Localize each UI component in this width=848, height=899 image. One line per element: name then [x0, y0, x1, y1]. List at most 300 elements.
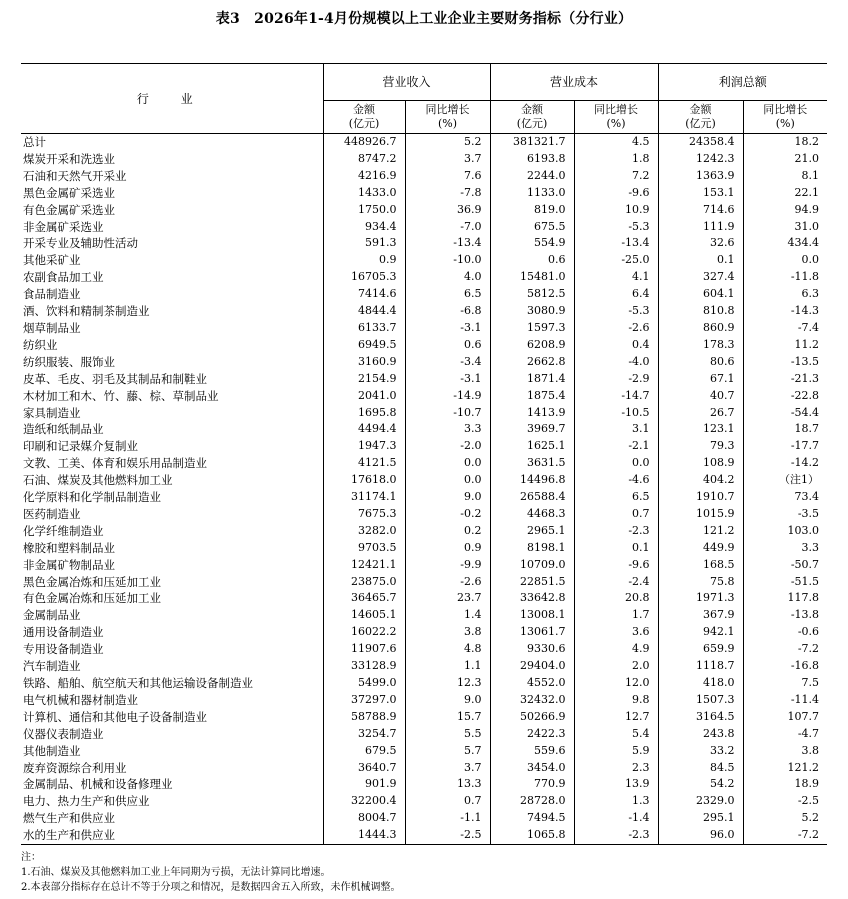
cost-growth-cell: -2.4: [574, 574, 658, 591]
industry-name-cell: 煤炭开采和洗选业: [23, 151, 115, 166]
revenue-amount-cell: 33128.9: [323, 658, 405, 675]
cost-amount-cell: 6193.8: [490, 151, 574, 168]
revenue-amount-cell: 8747.2: [323, 151, 405, 168]
revenue-growth-cell: 5.2: [405, 134, 490, 151]
cost-amount-cell: 3080.9: [490, 303, 574, 320]
cost-amount-cell: 0.6: [490, 252, 574, 269]
profit-growth-cell: 0.0: [743, 252, 827, 269]
profit-amount-cell: 2329.0: [658, 793, 743, 810]
revenue-growth-cell: -10.7: [405, 405, 490, 422]
profit-growth-cell: 8.1: [743, 168, 827, 185]
profit-amount-cell: 40.7: [658, 388, 743, 405]
profit-amount-cell: 0.1: [658, 252, 743, 269]
revenue-growth-cell: 0.2: [405, 523, 490, 540]
table-row: [21, 557, 827, 574]
profit-amount-cell: 418.0: [658, 675, 743, 692]
cost-growth-cell: 3.1: [574, 421, 658, 438]
profit-amount-cell: 367.9: [658, 607, 743, 624]
cost-amount-cell: 1065.8: [490, 827, 574, 844]
table-notes: [21, 850, 401, 895]
cost-growth-cell: 10.9: [574, 202, 658, 219]
profit-growth-cell: -7.2: [743, 827, 827, 844]
revenue-growth-cell: -2.0: [405, 438, 490, 455]
profit-amount-cell: 178.3: [658, 337, 743, 354]
profit-amount-cell: 96.0: [658, 827, 743, 844]
revenue-growth-cell: 5.7: [405, 743, 490, 760]
revenue-growth-cell: 9.0: [405, 692, 490, 709]
profit-growth-cell: 94.9: [743, 202, 827, 219]
table-row: [21, 726, 827, 743]
industry-name-cell: 纺织服装、服饰业: [23, 354, 115, 369]
revenue-amount-cell: 36465.7: [323, 590, 405, 607]
cost-growth-cell: 0.7: [574, 506, 658, 523]
revenue-amount-cell: 4216.9: [323, 168, 405, 185]
revenue-growth-cell: 0.9: [405, 540, 490, 557]
profit-growth-cell: 6.3: [743, 286, 827, 303]
profit-growth-cell: -14.2: [743, 455, 827, 472]
industry-name-cell: 铁路、船舶、航空航天和其他运输设备制造业: [23, 676, 253, 690]
industry-name-cell: 食品制造业: [23, 287, 81, 302]
revenue-amount-cell: 16705.3: [323, 269, 405, 286]
industry-name-cell: 非金属矿采选业: [23, 219, 104, 234]
cost-amount-cell: 28728.0: [490, 793, 574, 810]
industry-name-cell: 造纸和纸制品业: [23, 422, 104, 437]
revenue-amount-header: 金额 (亿元): [323, 101, 405, 134]
revenue-amount-cell: 1695.8: [323, 405, 405, 422]
profit-amount-cell: 1910.7: [658, 489, 743, 506]
profit-amount-cell: 449.9: [658, 540, 743, 557]
revenue-amount-cell: 17618.0: [323, 472, 405, 489]
cost-amount-cell: 4552.0: [490, 675, 574, 692]
revenue-growth-cell: -13.4: [405, 235, 490, 252]
profit-group-header: 利润总额: [658, 64, 827, 101]
profit-amount-cell: 1971.3: [658, 590, 743, 607]
cost-amount-cell: 381321.7: [490, 134, 574, 151]
table-row: [21, 743, 827, 760]
cost-growth-cell: -1.4: [574, 810, 658, 827]
revenue-amount-cell: 7414.6: [323, 286, 405, 303]
profit-amount-cell: 33.2: [658, 743, 743, 760]
table-row: [21, 219, 827, 236]
cost-amount-cell: 6208.9: [490, 337, 574, 354]
table-row: [21, 810, 827, 827]
revenue-amount-cell: 3282.0: [323, 523, 405, 540]
profit-growth-cell: -50.7: [743, 557, 827, 574]
profit-amount-cell: 404.2: [658, 472, 743, 489]
revenue-amount-cell: 1433.0: [323, 185, 405, 202]
revenue-growth-cell: 1.4: [405, 607, 490, 624]
profit-amount-cell: 26.7: [658, 405, 743, 422]
industry-name-cell: 石油、煤炭及其他燃料加工业: [23, 473, 173, 488]
profit-growth-header: 同比增长 (%): [743, 101, 827, 134]
profit-growth-cell: 117.8: [743, 590, 827, 607]
industry-name-cell: 家具制造业: [23, 405, 81, 420]
cost-growth-cell: -2.3: [574, 827, 658, 844]
revenue-growth-cell: 3.7: [405, 151, 490, 168]
profit-growth-cell: -0.6: [743, 624, 827, 641]
cost-growth-cell: -9.6: [574, 557, 658, 574]
revenue-growth-cell: 36.9: [405, 202, 490, 219]
profit-amount-cell: 1242.3: [658, 151, 743, 168]
cost-amount-cell: 29404.0: [490, 658, 574, 675]
industry-name-cell: 纺织业: [23, 337, 58, 352]
revenue-amount-cell: 901.9: [323, 776, 405, 793]
table-row: [21, 641, 827, 658]
industry-name-cell: 其他制造业: [23, 743, 81, 758]
cost-growth-cell: 1.3: [574, 793, 658, 810]
cost-amount-cell: 13008.1: [490, 607, 574, 624]
cost-growth-cell: 7.2: [574, 168, 658, 185]
cost-amount-header: 金额 (亿元): [490, 101, 574, 134]
profit-amount-cell: 108.9: [658, 455, 743, 472]
table-row: [21, 658, 827, 675]
table-row: [21, 235, 827, 252]
industry-name-cell: 橡胶和塑料制品业: [23, 540, 115, 555]
cost-growth-cell: -2.1: [574, 438, 658, 455]
table-row: [21, 421, 827, 438]
revenue-amount-cell: 37297.0: [323, 692, 405, 709]
revenue-amount-cell: 3160.9: [323, 354, 405, 371]
cost-amount-cell: 1133.0: [490, 185, 574, 202]
profit-growth-cell: -17.7: [743, 438, 827, 455]
industry-name-cell: 计算机、通信和其他电子设备制造业: [23, 709, 207, 724]
cost-growth-cell: 4.9: [574, 641, 658, 658]
cost-growth-cell: 6.5: [574, 489, 658, 506]
table-row: [21, 472, 827, 489]
profit-growth-cell: 107.7: [743, 709, 827, 726]
revenue-growth-cell: -3.1: [405, 371, 490, 388]
profit-amount-cell: 295.1: [658, 810, 743, 827]
industry-name-cell: 金属制品业: [23, 608, 81, 623]
cost-growth-cell: -14.7: [574, 388, 658, 405]
industry-name-cell: 有色金属冶炼和压延加工业: [23, 591, 161, 606]
revenue-amount-cell: 5499.0: [323, 675, 405, 692]
profit-growth-cell: -14.3: [743, 303, 827, 320]
profit-growth-cell: （注1）: [743, 472, 827, 489]
table-row: [21, 540, 827, 557]
industry-name-cell: 医药制造业: [23, 506, 81, 521]
revenue-growth-header: 同比增长 (%): [405, 101, 490, 134]
profit-growth-cell: -2.5: [743, 793, 827, 810]
table-title: 表3 2026年1-4月份规模以上工业企业主要财务指标（分行业）: [215, 11, 633, 27]
revenue-growth-cell: 3.3: [405, 421, 490, 438]
cost-amount-cell: 3631.5: [490, 455, 574, 472]
profit-amount-header: 金额 (亿元): [658, 101, 743, 134]
cost-amount-cell: 559.6: [490, 743, 574, 760]
industry-name-cell: 电气机械和器材制造业: [23, 692, 138, 707]
cost-growth-cell: 5.9: [574, 743, 658, 760]
cost-amount-cell: 13061.7: [490, 624, 574, 641]
cost-growth-cell: 9.8: [574, 692, 658, 709]
table-row: [21, 286, 827, 303]
profit-growth-cell: 31.0: [743, 219, 827, 236]
revenue-amount-cell: 1947.3: [323, 438, 405, 455]
revenue-growth-cell: 4.0: [405, 269, 490, 286]
cost-growth-cell: 2.3: [574, 760, 658, 777]
profit-amount-cell: 810.8: [658, 303, 743, 320]
cost-amount-cell: 14496.8: [490, 472, 574, 489]
profit-growth-cell: 18.2: [743, 134, 827, 151]
cost-growth-cell: 0.0: [574, 455, 658, 472]
industry-name-cell: 非金属矿物制品业: [23, 557, 115, 572]
profit-growth-cell: 434.4: [743, 235, 827, 252]
table-row: [21, 337, 827, 354]
industry-name-cell: 木材加工和木、竹、藤、棕、草制品业: [23, 388, 219, 403]
profit-amount-cell: 1507.3: [658, 692, 743, 709]
cost-amount-cell: 1871.4: [490, 371, 574, 388]
revenue-amount-cell: 591.3: [323, 235, 405, 252]
revenue-amount-cell: 9703.5: [323, 540, 405, 557]
profit-growth-cell: 5.2: [743, 810, 827, 827]
revenue-amount-cell: 6133.7: [323, 320, 405, 337]
profit-amount-cell: 168.5: [658, 557, 743, 574]
cost-growth-cell: -5.3: [574, 303, 658, 320]
table-row: [21, 185, 827, 202]
revenue-amount-cell: 4494.4: [323, 421, 405, 438]
revenue-amount-cell: 3640.7: [323, 760, 405, 777]
financial-indicators-table: [21, 63, 827, 845]
cost-amount-cell: 50266.9: [490, 709, 574, 726]
cost-amount-cell: 8198.1: [490, 540, 574, 557]
table-row: [21, 134, 827, 151]
profit-growth-cell: 18.7: [743, 421, 827, 438]
table-row: [21, 371, 827, 388]
cost-growth-cell: 13.9: [574, 776, 658, 793]
cost-amount-cell: 4468.3: [490, 506, 574, 523]
industry-name-cell: 金属制品、机械和设备修理业: [23, 777, 173, 792]
profit-amount-cell: 942.1: [658, 624, 743, 641]
revenue-amount-cell: 32200.4: [323, 793, 405, 810]
profit-growth-cell: 21.0: [743, 151, 827, 168]
profit-growth-cell: -7.2: [743, 641, 827, 658]
industry-name-cell: 开采专业及辅助性活动: [23, 236, 138, 251]
table-row: [21, 506, 827, 523]
revenue-growth-cell: -3.1: [405, 320, 490, 337]
table-row: [21, 405, 827, 422]
industry-name-cell: 黑色金属冶炼和压延加工业: [23, 574, 161, 589]
revenue-growth-cell: 1.1: [405, 658, 490, 675]
revenue-growth-cell: -2.5: [405, 827, 490, 844]
cost-amount-cell: 3454.0: [490, 760, 574, 777]
cost-growth-cell: -13.4: [574, 235, 658, 252]
revenue-amount-cell: 934.4: [323, 219, 405, 236]
revenue-growth-cell: 12.3: [405, 675, 490, 692]
cost-amount-cell: 32432.0: [490, 692, 574, 709]
cost-amount-cell: 15481.0: [490, 269, 574, 286]
industry-name-cell: 农副食品加工业: [23, 270, 104, 285]
profit-amount-cell: 123.1: [658, 421, 743, 438]
revenue-growth-cell: 4.8: [405, 641, 490, 658]
table-row: [21, 692, 827, 709]
profit-growth-cell: -54.4: [743, 405, 827, 422]
profit-growth-cell: -11.8: [743, 269, 827, 286]
table-row: [21, 675, 827, 692]
cost-amount-cell: 7494.5: [490, 810, 574, 827]
cost-growth-cell: -10.5: [574, 405, 658, 422]
profit-amount-cell: 860.9: [658, 320, 743, 337]
revenue-amount-cell: 448926.7: [323, 134, 405, 151]
table-row: [21, 760, 827, 777]
profit-growth-cell: -16.8: [743, 658, 827, 675]
revenue-amount-cell: 4844.4: [323, 303, 405, 320]
cost-growth-cell: 0.4: [574, 337, 658, 354]
cost-growth-cell: 3.6: [574, 624, 658, 641]
revenue-amount-cell: 6949.5: [323, 337, 405, 354]
cost-growth-cell: -4.0: [574, 354, 658, 371]
industry-name-cell: 仪器仪表制造业: [23, 726, 104, 741]
industry-name-cell: 其他采矿业: [23, 253, 81, 268]
revenue-growth-cell: 3.8: [405, 624, 490, 641]
notes-heading: 注：: [21, 852, 41, 863]
revenue-amount-cell: 12421.1: [323, 557, 405, 574]
revenue-amount-cell: 58788.9: [323, 709, 405, 726]
cost-growth-cell: -2.6: [574, 320, 658, 337]
table-row: [21, 438, 827, 455]
table-row: [21, 523, 827, 540]
table-row: [21, 252, 827, 269]
profit-growth-cell: 22.1: [743, 185, 827, 202]
cost-amount-cell: 2662.8: [490, 354, 574, 371]
industry-name-cell: 酒、饮料和精制茶制造业: [23, 304, 150, 319]
table-row: [21, 320, 827, 337]
cost-growth-cell: 12.0: [574, 675, 658, 692]
profit-growth-cell: 73.4: [743, 489, 827, 506]
revenue-growth-cell: -2.6: [405, 574, 490, 591]
table-row: [21, 388, 827, 405]
cost-growth-cell: 20.8: [574, 590, 658, 607]
industry-name-cell: 黑色金属矿采选业: [23, 185, 115, 200]
profit-growth-cell: 11.2: [743, 337, 827, 354]
industry-name-cell: 专用设备制造业: [23, 642, 104, 657]
profit-growth-cell: 103.0: [743, 523, 827, 540]
industry-name-cell: 化学原料和化学制品制造业: [23, 490, 161, 505]
revenue-amount-cell: 11907.6: [323, 641, 405, 658]
industry-name-cell: 废弃资源综合利用业: [23, 760, 127, 775]
revenue-growth-cell: -10.0: [405, 252, 490, 269]
profit-growth-cell: -3.5: [743, 506, 827, 523]
revenue-amount-cell: 1750.0: [323, 202, 405, 219]
cost-growth-cell: -5.3: [574, 219, 658, 236]
revenue-amount-cell: 4121.5: [323, 455, 405, 472]
revenue-growth-cell: -0.2: [405, 506, 490, 523]
revenue-amount-cell: 3254.7: [323, 726, 405, 743]
profit-amount-cell: 111.9: [658, 219, 743, 236]
revenue-amount-cell: 2041.0: [323, 388, 405, 405]
profit-amount-cell: 659.9: [658, 641, 743, 658]
revenue-growth-cell: 5.5: [405, 726, 490, 743]
cost-amount-cell: 26588.4: [490, 489, 574, 506]
revenue-growth-cell: 0.7: [405, 793, 490, 810]
note-1: 1.石油、煤炭及其他燃料加工业上年同期为亏损，无法计算同比增速。: [21, 867, 331, 878]
revenue-amount-cell: 7675.3: [323, 506, 405, 523]
industry-name-cell: 电力、热力生产和供应业: [23, 794, 150, 809]
revenue-growth-cell: 3.7: [405, 760, 490, 777]
profit-amount-cell: 1363.9: [658, 168, 743, 185]
revenue-amount-cell: 679.5: [323, 743, 405, 760]
cost-amount-cell: 2422.3: [490, 726, 574, 743]
revenue-amount-cell: 14605.1: [323, 607, 405, 624]
table-row: [21, 776, 827, 793]
cost-growth-cell: 0.1: [574, 540, 658, 557]
table-row: [21, 455, 827, 472]
industry-name-cell: 印刷和记录媒介复制业: [23, 439, 138, 454]
note-2: 2.本表部分指标存在总计不等于分项之和情况，是数据四舍五入所致，未作机械调整。: [21, 882, 401, 893]
cost-amount-cell: 10709.0: [490, 557, 574, 574]
profit-growth-cell: -13.8: [743, 607, 827, 624]
revenue-growth-cell: -14.9: [405, 388, 490, 405]
cost-growth-cell: -25.0: [574, 252, 658, 269]
profit-amount-cell: 604.1: [658, 286, 743, 303]
industry-header: 行 业: [21, 64, 323, 134]
cost-growth-cell: 5.4: [574, 726, 658, 743]
revenue-growth-cell: -1.1: [405, 810, 490, 827]
table-row: [21, 574, 827, 591]
profit-amount-cell: 67.1: [658, 371, 743, 388]
table-row: [21, 168, 827, 185]
cost-growth-cell: 4.1: [574, 269, 658, 286]
revenue-group-header: 营业收入: [323, 64, 490, 101]
profit-amount-cell: 32.6: [658, 235, 743, 252]
table-row: [21, 354, 827, 371]
table-row: [21, 303, 827, 320]
profit-amount-cell: 75.8: [658, 574, 743, 591]
industry-name-cell: 燃气生产和供应业: [23, 811, 115, 826]
cost-growth-cell: -9.6: [574, 185, 658, 202]
profit-growth-cell: 121.2: [743, 760, 827, 777]
revenue-growth-cell: 0.6: [405, 337, 490, 354]
revenue-amount-cell: 16022.2: [323, 624, 405, 641]
profit-growth-cell: -22.8: [743, 388, 827, 405]
table-row: [21, 793, 827, 810]
profit-amount-cell: 80.6: [658, 354, 743, 371]
cost-amount-cell: 22851.5: [490, 574, 574, 591]
cost-growth-cell: 6.4: [574, 286, 658, 303]
profit-amount-cell: 243.8: [658, 726, 743, 743]
revenue-growth-cell: 13.3: [405, 776, 490, 793]
table-row: [21, 151, 827, 168]
table-row: [21, 624, 827, 641]
profit-amount-cell: 1118.7: [658, 658, 743, 675]
revenue-amount-cell: 1444.3: [323, 827, 405, 844]
cost-amount-cell: 1413.9: [490, 405, 574, 422]
profit-growth-cell: 18.9: [743, 776, 827, 793]
cost-growth-cell: -2.9: [574, 371, 658, 388]
table-row: [21, 202, 827, 219]
cost-amount-cell: 554.9: [490, 235, 574, 252]
revenue-growth-cell: 15.7: [405, 709, 490, 726]
cost-growth-cell: 1.7: [574, 607, 658, 624]
revenue-amount-cell: 31174.1: [323, 489, 405, 506]
cost-amount-cell: 5812.5: [490, 286, 574, 303]
revenue-amount-cell: 8004.7: [323, 810, 405, 827]
industry-name-cell: 石油和天然气开采业: [23, 168, 127, 183]
revenue-growth-cell: 0.0: [405, 472, 490, 489]
revenue-growth-cell: -3.4: [405, 354, 490, 371]
cost-amount-cell: 2244.0: [490, 168, 574, 185]
revenue-growth-cell: 9.0: [405, 489, 490, 506]
cost-growth-cell: 1.8: [574, 151, 658, 168]
profit-growth-cell: -13.5: [743, 354, 827, 371]
revenue-growth-cell: -6.8: [405, 303, 490, 320]
cost-amount-cell: 1875.4: [490, 388, 574, 405]
cost-growth-header: 同比增长 (%): [574, 101, 658, 134]
profit-amount-cell: 54.2: [658, 776, 743, 793]
profit-amount-cell: 327.4: [658, 269, 743, 286]
revenue-growth-cell: -9.9: [405, 557, 490, 574]
profit-amount-cell: 121.2: [658, 523, 743, 540]
revenue-amount-cell: 23875.0: [323, 574, 405, 591]
revenue-growth-cell: -7.0: [405, 219, 490, 236]
